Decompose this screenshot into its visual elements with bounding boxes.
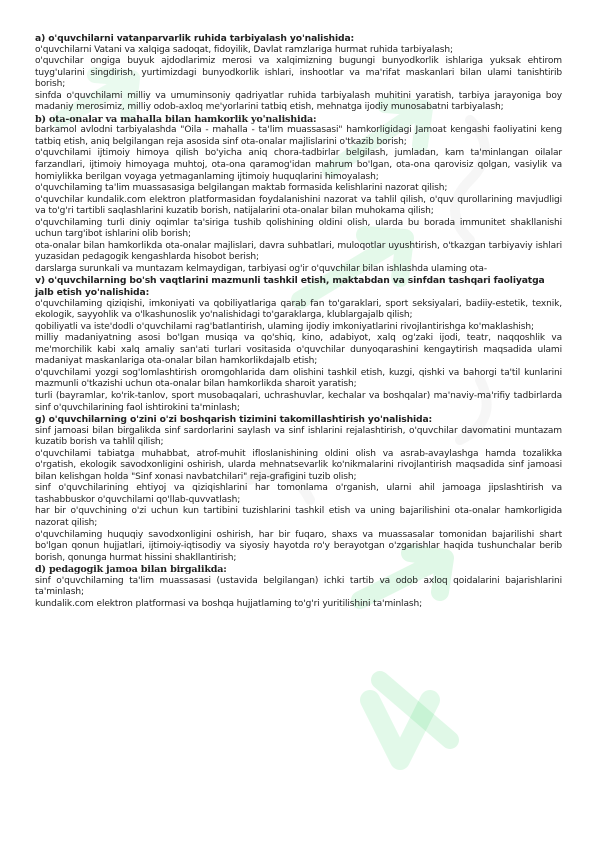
paragraph: har bir o'quvchining o'zi uchun kun tartibini tuzishlarini tashkil etish va uning bajarilishini ota-onalar hamkorligida nazorat qilish; [35,506,562,528]
section-parents-mahalla [35,114,562,276]
paragraph: o'quvchilar kundalik.com elektron platformasidan foydalanishini nazorat va tahlil qilish, o'quv qurollarining mavjudligi va to'g'ri tartibli saqlashlarini kuzatib borish, natijalarini ota-onalar bilan muhokama qilish; [35,194,562,217]
paragraph: milliy madaniyatning asosi bo'lgan musiqa va qo'shiq, kino, adabiyot, xalq og'zaki ijodi, teatr, naqqoshlik va me'morchilik kabi xalq amaliy san'ati turlari vositasida o'quvchilar dunyoqarashini kengaytirish maqsadida ulami madaniyat maskanlariga ota-onalar bilan hamkorlikdajalb etish; [35,333,562,367]
section-patriotism [35,33,562,114]
section-heading: v) o'quvchilarning bo'sh vaqtlarini mazmunli tashkil etish, maktabdan va sinfdan tashqari faoliyatga jalb etish yo'nalishida: [35,275,545,299]
section-heading: g) o'quvchilarning o'zini o'zi boshqarish tizimini takomillashtirish yo'nalishida: [35,414,433,426]
paragraph: o'quvchilaming ta'lim muassasasiga belgilangan maktab formasida kelishlarini nazorat qilish; [35,183,448,194]
paragraph: qobiliyatli va iste'dodli o'quvchilami rag'batlantirish, ulaming ijodiy imkoniyatlarini rivojlantirishga ko'maklashish; [35,321,534,332]
paragraph: o'quvchilaming huquqiy savodxonligini oshirish, har bir fuqaro, shaxs va muassasalar tomonidan bajarilishi shart bo'lgan qonun hujjatlari, ijtimoiy-iqtisodiy va siyosiy hayotda ro'y berayotgan o'zgarishlar haqida tushunchalar berib borish, qonunga hurmat hissini shakllantirish; [35,529,562,563]
paragraph: o'quvchilarni Vatani va xalqiga sadoqat, fidoyilik, Davlat ramzlariga hurmat ruhida tarbiyalash; [35,44,453,55]
paragraph: o'quvchilaming turli diniy oqimlar ta'siriga tushib qolishining oldini olish, ularda bu borada immunitet shakllanishi uchun targ'ibot ishlarini olib borish; [35,217,562,240]
paragraph: darslarga surunkali va muntazam kelmaydigan, tarbiyasi og'ir o'quvchilar bilan ishlashda ulaming ota- [35,263,487,274]
paragraph: ota-onalar bilan hamkorlikda ota-onalar majlislari, davra suhbatlari, muloqotlar uyushtirish, o'tkazgan tarbiyaviy ishlari yuzasidan pedagogik kengashlarda hisobot berish; [35,240,562,263]
section-self-government [35,414,562,564]
paragraph: o'quvchilar ongiga buyuk ajdodlarimiz merosi va xalqimizning bugungi bunyodkorlik ishlariga yuksak ehtirom tuyg'ularini singdirish, yurtimizdagi bunyodkorlik ishlari, inshootlar va ma'rifat maskanlari bilan ulami tanishtirib borish; [35,56,562,90]
paragraph: sinf o'quvchilaming ta'lim muassasasi (ustavida belgilangan) ichki tartib va odob axloq qoidalarini bajarishlarini ta'minlash; [35,575,562,598]
paragraph: o'quvchilami ijtimoiy himoya qilish bo'yicha aniq chora-tadbirlar belgilash, jumladan, kam ta'minlangan oilalar farzandlari, ijtimoiy himoyaga muhtoj, ota-ona qaramog'idan mahrum bo'lgan, ota-ona qarovisiz qolgan, vasiylik va homiylikka berilgan voyaga yetmaganlaming ijtimoiy huquqlarini himoyalash; [35,148,562,182]
paragraph: o'quvchilami yozgi sog'lomlashtirish oromgohlarida dam olishini tashkil etish, kuzgi, qishki va bahorgi ta'til kunlarini mazmunli o'tkazishi uchun ota-onalar bilan hamkorlikda sharoit yaratish; [35,367,562,390]
section-heading: d) pedagogik jamoa bilan birgalikda: [35,564,227,576]
paragraph: sinf o'quvchilarining ehtiyoj va qiziqishlarini har tomonlama o'rganish, ularni ahil jamoaga jipslashtirish va tashabbuskor o'quvchilami qo'llab-quvvatlash; [35,483,562,505]
paragraph: barkamol avlodni tarbiyalashda "Oila - mahalla - ta'lim muassasasi" hamkorligidagi Jamoat kengashi faoliyatini keng tatbiq etish, aniq belgilangan reja asosida sinf ota-onalar majlislarini o'tkazib borish; [35,125,562,147]
section-heading: a) o'quvchilarni vatanparvarlik ruhida tarbiyalash yo'nalishida: [35,33,355,44]
paragraph: turli (bayramlar, ko'rik-tanlov, sport musobaqalari, uchrashuvlar, kechalar va boshqalar) ma'naviy-ma'rifiy tadbirlarda sinf o'quvchilarining faol ishtirokini ta'minlash; [35,390,562,413]
section-pedagogical-team [35,564,562,610]
section-heading: b) ota-onalar va mahalla bilan hamkorlik yo'nalishida: [35,113,317,125]
paragraph: o'quvchilami tabiatga muhabbat, atrof-muhit ifloslanishining oldini olish va asrab-avaylashga hamda tozalikka o'rgatish, ekologik savodxonligini oshirish, ularda mehnatsevarlik ko'nikmalarini rivojlantirish maqsadida sinf jamoasi bilan kelishgan holda "Sinf xonasi navbatchilari" reja-grafigini tuzib olish; [35,448,562,482]
paragraph: sinf jamoasi bilan birgalikda sinf sardorlarini saylash va sinf ishlarini rejalashtirish, o'quvchilar davomatini muntazam kuzatib borish va tahlil qilish; [35,425,562,448]
paragraph: kundalik.com elektron platformasi va boshqa hujjatlaming to'g'ri yuritilishini ta'minlash; [35,598,423,609]
paragraph: sinfda o'quvchilami milliy va umuminsoniy qadriyatlar ruhida tarbiyalash muhitini yaratish, tarbiya jarayoniga boy madaniy merosimiz, milliy odob-axloq me'yorlarini tatbiq etish, mehnatga ijodiy munosabatni tarbiyalash; [35,90,562,113]
paragraph: o'quvchilaming qiziqishi, imkoniyati va qobiliyatlariga qarab fan to'garaklari, sport seksiyalari, badiiy-estetik, texnik, ekologik, sayyohlik va o'lkashunoslik yo'nalishidagi to'garaklarga, klublargajalb qilish; [35,298,562,321]
section-free-time [35,275,562,414]
